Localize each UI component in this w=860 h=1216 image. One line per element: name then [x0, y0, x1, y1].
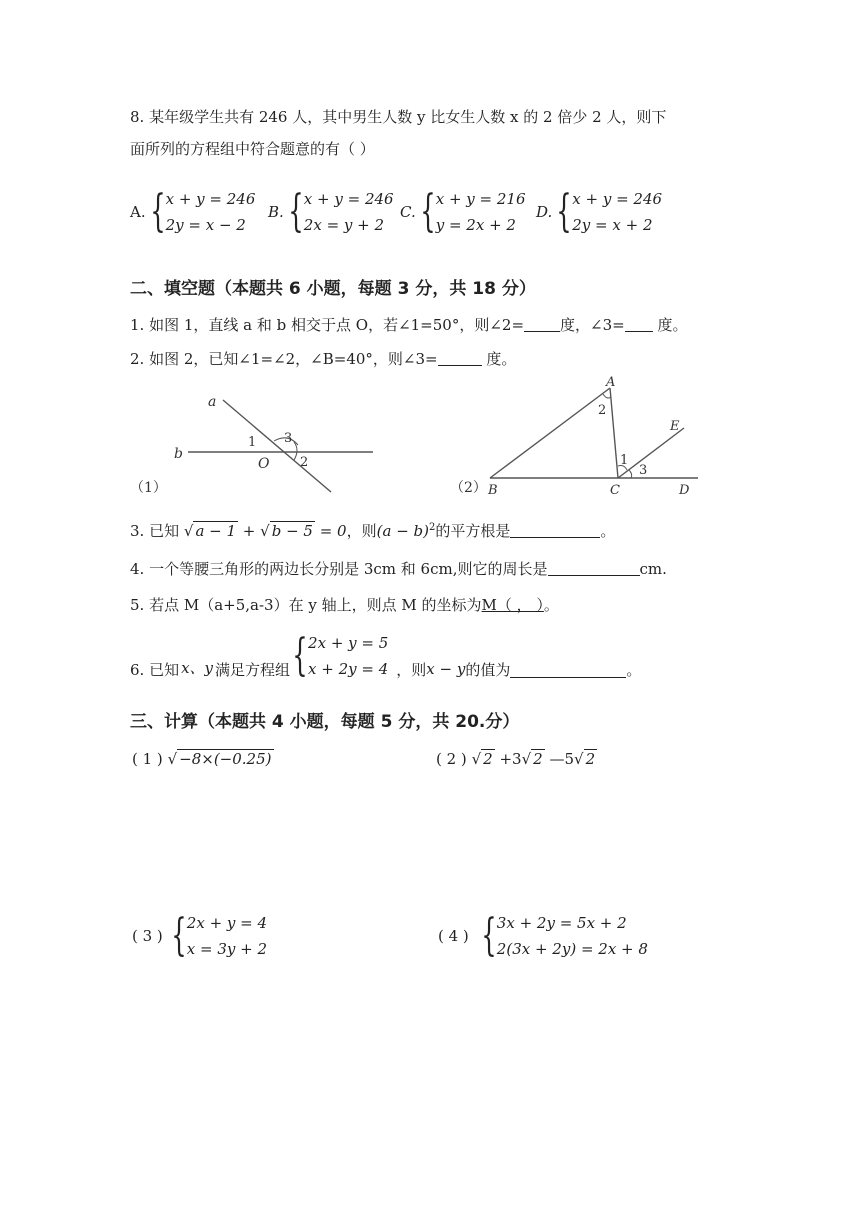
- s3-problem-3: ( 3 ) { 2x + y = 4 x = 3y + 2: [132, 910, 268, 961]
- option-eq2: y = 2x + 2: [435, 216, 516, 234]
- q2-text-a: 2. 如图 2，已知∠1=∠2，∠B=40°，则∠3=: [130, 350, 438, 368]
- s2-q2: [130, 348, 516, 369]
- q3-text-b: ，则: [346, 522, 377, 540]
- section-3-heading: 三、计算（本题共 4 小题，每题 5 分，共 20.分）: [130, 712, 520, 732]
- fig1-angle-1: 1: [248, 435, 257, 450]
- figure-2: [448, 370, 708, 500]
- fig1-caption: （1）: [130, 480, 167, 496]
- q6-text-c: ，则: [396, 661, 427, 679]
- p4-eq1: 3x + 2y = 5x + 2: [496, 914, 627, 932]
- fig2-caption: （2）: [450, 480, 487, 496]
- option-label: B.: [268, 203, 284, 221]
- q8-option-a: A. { x + y = 246 2y = x − 2: [130, 186, 256, 237]
- q5-text-c: 。: [543, 596, 559, 614]
- answer-blank[interactable]: [510, 663, 626, 678]
- option-eq1: x + y = 246: [165, 190, 256, 208]
- q8-option-d: D. { x + y = 246 2y = x + 2: [536, 186, 663, 237]
- s3-problem-1: [132, 750, 274, 768]
- q8-line-1: 8. 某年级学生共有 246 人，其中男生人数 y 比女生人数 x 的 2 倍少 2 人，则下: [130, 108, 667, 126]
- q1-text-a: 1. 如图 1，直线 a 和 b 相交于点 O，若∠1=50°，则∠2=: [130, 316, 525, 334]
- s3-problem-4: ( 4 ) { 3x + 2y = 5x + 2 2(3x + 2y) = 2x + 8: [438, 910, 648, 961]
- answer-blank[interactable]: [524, 317, 560, 332]
- s3-problem-2: ( 2 ) √ 2 +3√ 2 —5√ 2: [436, 750, 596, 768]
- q6-text-e: 。: [626, 661, 642, 679]
- s2-q6: 6. 已知 x、y 满足方程组 { 2x + y = 5 x + 2y = 4 ，则 x − y 的值为 。: [130, 630, 642, 681]
- q2-text-b: 度。: [481, 350, 517, 368]
- section-2-heading: 二、填空题（本题共 6 小题，每题 3 分，共 18 分）: [130, 279, 536, 299]
- option-eq1: x + y = 216: [435, 190, 526, 208]
- figure-1: [128, 388, 388, 503]
- q3-plus: +: [238, 522, 261, 540]
- p1-sqrt: √ −8×(−0.25): [167, 750, 272, 768]
- q3-eq: = 0: [314, 522, 347, 540]
- q3-exponent: 2: [428, 522, 436, 533]
- q4-text-a: 4. 一个等腰三角形的两边长分别是 3cm 和 6cm,则它的周长是: [130, 560, 548, 578]
- fig2-label-c: C: [610, 483, 620, 498]
- q5-answer[interactable]: M（ ， ）: [481, 596, 544, 614]
- answer-blank[interactable]: [438, 351, 482, 366]
- q8-option-c: C. { x + y = 216 y = 2x + 2: [400, 186, 526, 237]
- p4-label: ( 4 ): [438, 927, 469, 945]
- q3-sqrt-2: √ b − 5: [260, 522, 313, 540]
- option-eq1: x + y = 246: [303, 190, 394, 208]
- p3-eq2: x = 3y + 2: [186, 940, 268, 958]
- option-label: C.: [400, 203, 416, 221]
- p2-term-1: +3: [494, 750, 522, 768]
- fig2-label-b: B: [488, 483, 498, 498]
- q3-expr: (a − b): [376, 522, 429, 540]
- q6-text-a: 6. 已知: [130, 661, 180, 679]
- p2-label: ( 2 ): [436, 750, 467, 768]
- option-eq2: 2y = x − 2: [165, 216, 246, 234]
- q4-text-b: cm.: [639, 560, 667, 578]
- q1-text-b: 度，∠3=: [560, 316, 625, 334]
- p3-eq1: 2x + y = 4: [186, 914, 268, 932]
- option-eq1: x + y = 246: [572, 190, 663, 208]
- option-eq2: 2x = y + 2: [303, 216, 385, 234]
- q6-expr: x − y: [426, 660, 466, 678]
- q3-text-a: 3. 已知: [130, 522, 180, 540]
- s2-q1: [130, 314, 688, 335]
- p2-term-2: —5: [544, 750, 574, 768]
- q6-text-d: 的值为: [465, 661, 511, 679]
- q3-text-c: 的平方根是: [435, 522, 511, 540]
- q8-option-b: B. { x + y = 246 2x = y + 2: [268, 186, 394, 237]
- option-label: A.: [130, 203, 146, 221]
- answer-blank[interactable]: [548, 561, 640, 576]
- q6-eq2: x + 2y = 4: [308, 660, 389, 678]
- s2-q3: [130, 520, 615, 541]
- fig1-label-b: b: [174, 446, 183, 462]
- fig2-angle-3: 3: [639, 463, 648, 478]
- s2-q5: [130, 594, 559, 615]
- fig2-label-d: D: [679, 483, 690, 498]
- fig1-angle-2: 2: [300, 455, 309, 470]
- q8-line-2: 面所列的方程组中符合题意的有（ ）: [130, 140, 375, 158]
- fig1-label-a: a: [208, 394, 217, 410]
- q1-text-c: 度。: [652, 316, 688, 334]
- fig1-angle-3: 3: [284, 431, 293, 446]
- p3-label: ( 3 ): [132, 927, 163, 945]
- q6-vars: x、y: [181, 659, 214, 677]
- q3-sqrt-1: √ a − 1: [183, 522, 237, 540]
- p1-label: ( 1 ): [132, 750, 163, 768]
- q6-eq1: 2x + y = 5: [308, 634, 389, 652]
- answer-blank[interactable]: [510, 523, 600, 538]
- q6-text-b: 满足方程组: [215, 661, 291, 679]
- answer-blank[interactable]: [625, 317, 653, 332]
- q3-text-d: 。: [600, 522, 616, 540]
- option-eq2: 2y = x + 2: [572, 216, 653, 234]
- fig2-angle-1: 1: [620, 453, 629, 468]
- fig2-angle-2: 2: [598, 403, 607, 418]
- fig2-label-a: A: [606, 375, 616, 390]
- option-label: D.: [536, 203, 553, 221]
- q5-text-a: 5. 若点 M（a+5,a-3）在 y 轴上，则点 M 的坐标为: [130, 596, 482, 614]
- fig2-label-e: E: [670, 419, 680, 434]
- s2-q4: [130, 558, 667, 579]
- fig1-label-o: O: [258, 456, 270, 472]
- p4-eq2: 2(3x + 2y) = 2x + 8: [496, 940, 648, 958]
